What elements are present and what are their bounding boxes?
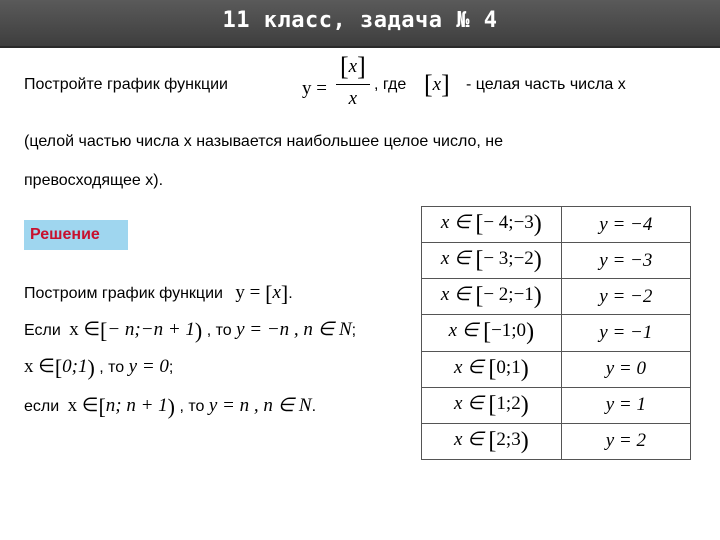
table-row: [422, 351, 691, 387]
task-text-1: Постройте график функции: [24, 76, 228, 93]
function-fraction: $\frac{[x]}{x}$: [336, 52, 370, 113]
x-in-label: x ∈: [440, 212, 471, 234]
value-cell: [561, 243, 690, 279]
interval-value: 2;3: [496, 428, 521, 450]
interval-value: 0;1: [496, 356, 521, 378]
solution-semicolon-2: ;: [168, 359, 174, 376]
solution-if-2: если: [24, 398, 60, 415]
interval-value: −1;0: [491, 320, 527, 342]
value-cell: [561, 387, 690, 423]
solution-y-pos: y = n , n ∈ N: [208, 395, 312, 416]
table-row: [422, 423, 691, 459]
solution-x-in-3: x ∈: [67, 395, 99, 416]
task-integer-part-text: - целая часть числа x: [466, 76, 626, 93]
solution-line-2: Если x ∈[− n;−n + 1) , то y = −n , n ∈ N;: [24, 318, 357, 343]
fraction-denominator: x: [348, 88, 358, 109]
solution-y-neg: y = −n , n ∈ N: [236, 319, 352, 340]
interval-cell: x ∈ [−1;0): [422, 315, 562, 351]
solution-if: Если: [24, 322, 61, 339]
value-cell: [561, 315, 690, 351]
fraction-numerator: x: [348, 56, 358, 77]
y-value: y = 1: [605, 394, 646, 416]
value-cell: [561, 207, 690, 243]
solution-x: x: [272, 282, 281, 303]
y-value: y = 2: [605, 430, 646, 452]
interval-value: − 3;−2: [483, 248, 534, 270]
formula-y: y =: [302, 78, 327, 99]
interval-value: 1;2: [496, 392, 521, 414]
solution-dot: .: [288, 285, 293, 302]
value-cell: [561, 423, 690, 459]
task-line-2: (целой частью числа x называется наибольшее целое число, не: [24, 133, 504, 150]
table-row: [422, 387, 691, 423]
x-in-label: x ∈: [453, 392, 484, 414]
solution-y-zero: y = 0: [128, 356, 169, 377]
solution-y: y =: [235, 282, 261, 303]
x-in-label: x ∈: [453, 428, 484, 450]
interval-cell: x ∈ [1;2): [422, 387, 562, 423]
y-value: y = 0: [605, 358, 646, 380]
y-value: y = −2: [599, 285, 653, 307]
title-bar: [0, 0, 720, 48]
value-cell: [561, 279, 690, 315]
value-cell: [561, 351, 690, 387]
solution-then-3: , то: [179, 398, 205, 415]
y-value: y = −1: [599, 321, 653, 343]
solution-interval-pos: n; n + 1: [105, 395, 168, 416]
solution-line-1: Построим график функции y = [x].: [24, 281, 293, 306]
task-where: , где: [374, 76, 407, 93]
table-row: [422, 279, 691, 315]
task-line-3: превосходящее x).: [24, 172, 164, 189]
solution-x-in: x ∈: [69, 319, 101, 340]
solution-interval-zero: 0;1: [62, 356, 88, 377]
x-in-label: x ∈: [440, 248, 471, 270]
integer-part-x: x: [432, 74, 442, 95]
integer-part-notation: [x]: [424, 70, 450, 99]
task-line-1: [24, 76, 228, 94]
solution-line-4: если x ∈[n; n + 1) , то y = n , n ∈ N.: [24, 394, 317, 419]
solution-line-3: x ∈[0;1) , то y = 0;: [24, 355, 174, 380]
interval-value: − 2;−1: [483, 284, 534, 306]
solution-x-in-2: x ∈: [24, 356, 55, 377]
table-row: [422, 315, 691, 351]
solution-then: , то: [206, 322, 232, 339]
solution-text-1: Построим график функции: [24, 285, 223, 302]
cases-table: [421, 206, 691, 460]
y-value: y = −4: [599, 213, 653, 235]
y-value: y = −3: [599, 249, 653, 271]
x-in-label: x ∈: [448, 320, 479, 342]
solution-period: .: [311, 398, 317, 415]
table-row: [422, 207, 691, 243]
page-title: 11 класс, задача № 4: [222, 7, 498, 33]
table-row: [422, 243, 691, 279]
interval-cell: x ∈ [− 3;−2): [422, 243, 562, 279]
x-in-label: x ∈: [440, 284, 471, 306]
interval-cell: x ∈ [− 2;−1): [422, 279, 562, 315]
interval-value: − 4;−3: [483, 212, 534, 234]
solution-then-2: , то: [99, 359, 125, 376]
function-formula: [302, 78, 327, 100]
interval-cell: x ∈ [− 4;−3): [422, 207, 562, 243]
solution-semicolon: ;: [351, 322, 357, 339]
interval-cell: x ∈ [0;1): [422, 351, 562, 387]
solution-interval-neg: − n;−n + 1: [107, 319, 195, 340]
solution-label: Решение: [24, 220, 128, 250]
interval-cell: x ∈ [2;3): [422, 423, 562, 459]
x-in-label: x ∈: [453, 356, 484, 378]
